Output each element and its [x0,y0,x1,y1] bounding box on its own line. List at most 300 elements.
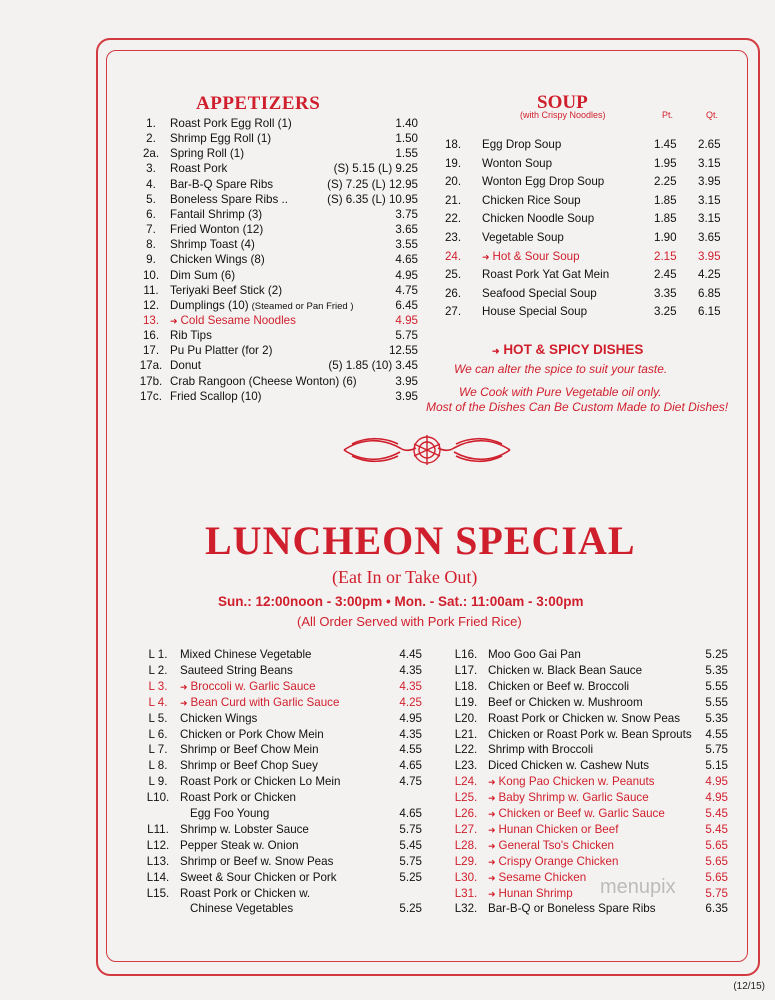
item-number: L21. [454,727,478,741]
item-price: (S) 7.25 (L) 12.95 [327,177,418,191]
menu-row [132,298,418,313]
item-number: 24. [444,249,462,263]
item-name-text: Broccoli w. Garlic Sauce [190,679,316,693]
item-price: 4.65 [395,253,418,267]
item-number: L11. [147,822,169,836]
item-name-text: Cold Sesame Noodles [180,313,296,327]
item-name [170,116,292,131]
item-name [482,137,561,152]
item-number: 22. [444,212,462,226]
menu-row [440,230,730,245]
item-number: 19. [444,156,462,170]
pepper-icon: ➜ [488,872,496,883]
item-name [488,822,618,838]
pepper-icon: ➜ [488,888,496,899]
item-name [488,901,656,916]
menu-row [136,695,422,710]
item-name-text: Donut [170,359,201,373]
menu-row [132,237,418,252]
item-number: L28. [454,838,478,852]
item-price: 3.65 [395,223,418,237]
item-number: L19. [454,695,478,709]
item-price: 4.55 [399,743,422,757]
item-name-text: Pepper Steak w. Onion [180,838,299,852]
item-name [180,679,316,695]
item-name [180,742,319,757]
item-pint-price: 1.85 [654,193,677,207]
item-name [170,146,244,161]
item-number: L15. [146,886,170,900]
item-number: L29. [454,854,478,868]
item-price: 4.75 [395,283,418,297]
item-name [170,313,296,329]
menu-row [444,742,728,757]
menu-row [132,343,418,358]
item-name-text: Shrimp or Beef Chow Mein [180,743,319,757]
menu-row [440,137,730,152]
item-name-text: Roast Pork or Chicken w. Snow Peas [488,711,681,725]
item-number: L 5. [148,711,168,725]
item-price: 4.95 [395,268,418,282]
item-number: L26. [454,807,478,820]
item-pint-price: 1.45 [654,138,677,151]
item-price: (S) 6.35 (L) 10.95 [327,192,418,206]
menu-row [136,806,422,821]
item-name-text: Chicken or Beef w. Garlic Sauce [498,807,665,820]
item-price: 5.55 [705,695,728,709]
menu-row [132,252,418,267]
item-price: 5.75 [705,886,728,900]
item-name-text: Vegetable Soup [482,231,564,244]
pepper-icon: ➜ [180,697,188,708]
item-number: L 3. [148,679,168,693]
item-pint-price: 2.15 [654,249,677,263]
hot-spicy-heading [490,342,643,357]
soup-subtitle: (with Crispy Noodles) [520,110,606,120]
item-name-text: Dim Sum (6) [170,268,236,282]
item-price: 4.35 [399,663,422,677]
menu-row [444,822,728,837]
item-number: 26. [444,286,462,300]
item-price: 4.45 [399,648,422,661]
menu-row [444,695,728,710]
soup-heading: SOUP [537,92,588,113]
note-line-3: Most of the Dishes Can Be Custom Made to Diet Dishes! [426,400,729,414]
menu-row [136,711,422,726]
menu-row [132,389,418,404]
item-name [488,806,665,822]
item-price: 3.95 [395,389,418,403]
item-name [482,249,580,265]
item-number: 1. [146,117,156,130]
menu-row [444,838,728,853]
menu-row [136,838,422,853]
item-pint-price: 1.95 [654,156,677,170]
item-name-text: Shrimp with Broccoli [488,743,594,757]
item-name-text: Beef or Chicken w. Mushroom [488,695,643,709]
item-price: 6.45 [395,298,418,312]
item-price: 5.65 [705,838,728,852]
item-name [190,806,269,821]
item-name [170,237,255,252]
item-price: 4.95 [399,711,422,725]
item-name [482,211,594,226]
item-price: 4.75 [399,775,422,789]
item-price: 3.55 [395,238,418,252]
item-pint-price: 1.85 [654,212,677,226]
item-name-text: Pu Pu Platter (for 2) [170,344,273,358]
item-number: 25. [444,268,462,282]
item-name-text: General Tso's Chicken [498,838,614,852]
menu-row [136,901,422,916]
item-name [488,886,573,902]
appetizers-heading: APPETIZERS [196,93,321,114]
item-number: L31. [454,886,478,900]
item-number: 16. [142,329,160,343]
item-price: 4.95 [705,775,728,789]
item-price: 5.65 [705,870,728,884]
item-number: 17. [142,344,160,358]
item-name [180,870,337,885]
item-number: 18. [444,138,462,151]
item-name-text: Fried Scallop (10) [170,389,262,403]
item-price: 4.95 [705,791,728,805]
item-name [180,822,309,837]
item-price: 5.65 [705,854,728,868]
item-name [170,131,271,146]
item-name-text: Shrimp w. Lobster Sauce [180,822,309,836]
item-price: 3.75 [395,207,418,221]
item-name-text: Rib Tips [170,329,212,343]
item-name-text: Chicken w. Black Bean Sauce [488,663,643,677]
item-number: 17c. [140,389,162,403]
menu-row [136,758,422,773]
item-price: (S) 5.15 (L) 9.25 [333,162,418,176]
item-quart-price: 3.95 [698,249,721,263]
item-price: 4.65 [399,807,422,820]
item-name [170,222,263,237]
menu-row [136,870,422,885]
item-name-text: Bar-B-Q Spare Ribs [170,177,274,191]
menu-row [136,822,422,837]
item-number: L17. [454,663,478,677]
item-name-text: Chicken or Pork Chow Mein [180,727,324,741]
item-name [482,230,564,245]
menu-row [132,222,418,237]
menu-row [132,374,418,389]
item-price: 1.50 [395,132,418,146]
item-name [180,758,318,773]
menu-row [132,146,418,161]
item-price: 5.25 [399,870,422,884]
item-price: 4.35 [399,679,422,693]
menu-row [440,267,730,282]
menu-row [132,268,418,283]
menu-row [444,870,728,885]
menu-row [136,790,422,805]
menu-row [440,304,730,319]
menu-row [440,249,730,264]
item-name [170,374,357,389]
item-name [170,389,262,404]
item-number: 20. [444,175,462,189]
item-name [482,304,587,319]
item-price: 5.25 [399,902,422,916]
item-name [482,193,581,208]
item-price: 1.40 [395,117,418,130]
item-price: 5.75 [399,854,422,868]
item-name-text: Seafood Special Soup [482,286,597,300]
item-number: 11. [143,283,159,297]
soup-quart-header: Qt. [706,110,719,120]
item-name-text: Wonton Soup [482,156,553,170]
item-name-text: Shrimp or Beef Chop Suey [180,759,318,773]
item-name [488,711,680,726]
item-number: 5. [146,192,156,206]
item-price: 5.15 [705,759,728,773]
item-name-text: Chicken Noodle Soup [482,212,595,226]
item-name-text: Kong Pao Chicken w. Peanuts [498,775,655,789]
item-price: 3.95 [395,374,418,388]
menu-row [444,711,728,726]
item-name [488,647,581,662]
item-name [488,679,629,694]
menu-row [440,156,730,171]
item-name [488,758,649,773]
item-number: L 2. [148,663,168,677]
item-number: 2a. [142,147,160,161]
pepper-icon: ➜ [488,824,496,835]
item-price: (5) 1.85 (10) 3.45 [328,359,418,373]
item-name-text: Dumplings (10) [170,298,249,312]
item-number: L10. [146,791,170,805]
item-name-text: Wonton Egg Drop Soup [482,175,605,189]
item-name [170,343,272,358]
item-price: 5.45 [705,822,728,836]
item-number: 2. [146,132,156,146]
pepper-icon: ➜ [488,793,496,804]
item-name [488,774,655,790]
item-price: 5.45 [705,807,728,820]
menu-row [440,211,730,226]
item-number: 17b. [139,374,163,388]
item-name-text: Bar-B-Q or Boneless Spare Ribs [488,902,656,916]
menu-code: (12/15) [733,981,765,992]
item-name [170,177,273,192]
pepper-icon: ➜ [170,315,178,326]
menu-row [444,854,728,869]
pepper-icon: ➜ [488,777,496,788]
pepper-icon: ➜ [488,840,496,851]
pepper-icon: ➜ [488,856,496,867]
item-price: 5.75 [399,822,422,836]
item-pint-price: 2.25 [654,175,677,189]
item-name-text: Egg Drop Soup [482,138,562,151]
item-name [180,727,324,742]
item-name [180,711,257,726]
item-price: 4.65 [399,759,422,773]
item-name-text: Shrimp Toast (4) [170,238,255,252]
item-number: L 9. [148,775,168,789]
item-number: 23. [444,231,462,244]
item-name-text: Chicken Wings (8) [170,253,265,267]
menu-row [132,328,418,343]
item-number: L14. [146,870,170,884]
menu-row [136,647,422,662]
item-name-text: Shrimp or Beef w. Snow Peas [180,854,334,868]
item-name [488,854,618,870]
item-quart-price: 3.65 [698,231,721,244]
menu-row [132,283,418,298]
item-name-text: Diced Chicken w. Cashew Nuts [488,759,650,773]
item-name-text: Roast Pork or Chicken Lo Mein [180,775,341,789]
menu-row [136,679,422,694]
menu-row [136,854,422,869]
menu-row [132,161,418,176]
pepper-icon: ➜ [488,809,496,819]
item-name [488,742,593,757]
item-number: 9. [146,253,156,267]
item-number: 27. [444,305,462,319]
item-quart-price: 3.15 [698,156,721,170]
item-price: 5.45 [399,838,422,852]
menu-row [444,901,728,916]
menu-row [440,174,730,189]
soup-pint-header: Pt. [662,110,674,120]
item-name-text: Mixed Chinese Vegetable [180,648,312,661]
item-price: 5.35 [705,663,728,677]
item-quart-price: 3.95 [698,175,721,189]
item-price: 5.75 [395,329,418,343]
item-price: 6.35 [705,902,728,916]
item-name [180,838,299,853]
item-name-text: Sauteed String Beans [180,663,293,677]
item-name [180,854,333,869]
pepper-icon: ➜ [492,346,500,356]
menu-row [136,742,422,757]
note-line-1: We can alter the spice to suit your taste. [454,362,668,376]
item-quart-price: 6.85 [698,286,721,300]
item-price: 1.55 [395,147,418,161]
item-name-text: Hunan Chicken or Beef [498,822,619,836]
item-quart-price: 3.15 [698,212,721,226]
menu-row [136,663,422,678]
item-name-text: Chicken or Beef w. Broccoli [488,679,630,693]
item-pint-price: 1.90 [654,231,677,244]
item-note: (Steamed or Pan Fried ) [251,300,354,312]
item-pint-price: 3.35 [654,286,677,300]
item-name-text: Chinese Vegetables [190,902,294,916]
item-name [488,727,692,742]
item-name [170,328,212,343]
item-number: 8. [146,238,156,252]
item-name-text: Fried Wonton (12) [170,223,264,237]
menu-row [136,774,422,789]
item-price: 4.95 [395,313,418,327]
menu-row [132,358,418,373]
item-name-text: Crab Rangoon (Cheese Wonton) (6) [170,374,357,388]
item-name-text: Crispy Orange Chicken [498,854,619,868]
item-number: L16. [454,648,478,661]
item-name-text: Hot & Sour Soup [492,249,580,263]
pepper-icon: ➜ [482,251,490,262]
item-number: 7. [146,223,156,237]
item-number: L 1. [148,648,168,661]
item-number: 21. [444,193,462,207]
item-name-text: Roast Pork Yat Gat Mein [482,268,610,282]
item-name-text: Sesame Chicken [498,870,587,884]
menu-row [132,192,418,207]
item-name [170,298,354,314]
menu-row [444,647,728,662]
menu-row [132,131,418,146]
luncheon-title: LUNCHEON SPECIAL [205,518,636,563]
item-number: L30. [454,870,478,884]
item-number: L22. [454,743,478,757]
item-name-text: Shrimp Egg Roll (1) [170,132,272,146]
item-name [180,790,296,805]
item-name [170,192,288,207]
item-price: 4.55 [705,727,728,741]
menu-row [444,663,728,678]
item-number: L18. [454,679,478,693]
item-name-text: Chicken or Roast Pork w. Bean Sprouts [488,727,692,741]
item-name-text: Hunan Shrimp [498,886,573,900]
menu-row [440,193,730,208]
item-name [482,156,552,171]
item-quart-price: 6.15 [698,305,721,319]
hot-spicy-label: HOT & SPICY DISHES [503,342,644,357]
item-price: 5.75 [705,743,728,757]
item-name [488,870,586,886]
item-name [170,268,235,283]
pepper-icon: ➜ [180,681,188,692]
menu-row [444,727,728,742]
item-name [482,286,597,301]
luncheon-hours: Sun.: 12:00noon - 3:00pm • Mon. - Sat.: 11:00am - 3:00pm [218,594,584,609]
item-number: L 4. [148,695,168,709]
item-name [488,838,614,854]
item-price: 5.55 [705,679,728,693]
item-name [180,695,339,711]
item-quart-price: 3.15 [698,193,721,207]
item-name-text: Roast Pork [170,162,228,176]
menu-row [444,790,728,805]
item-name [170,283,282,298]
item-price: 4.25 [399,695,422,709]
item-name [180,886,310,901]
item-name-text: Bean Curd with Garlic Sauce [190,695,340,709]
menu-row [132,116,418,131]
item-name-text: Roast Pork or Chicken [180,791,296,805]
item-number: L 7. [148,743,168,757]
item-name-text: Roast Pork Egg Roll (1) [170,117,292,130]
item-pint-price: 3.25 [654,305,677,319]
watermark: menupix [600,876,676,898]
item-number: 3. [146,162,156,176]
menu-row [444,774,728,789]
item-name-text: Chicken Rice Soup [482,193,581,207]
item-name [482,267,609,282]
item-number: 13. [142,313,160,327]
item-number: L13. [146,854,170,868]
item-name-text: Sweet & Sour Chicken or Pork [180,870,337,884]
item-pint-price: 2.45 [654,268,677,282]
menu-row [444,806,728,821]
item-number: L 8. [148,759,168,773]
item-number: L32. [454,902,478,916]
item-name [482,174,604,189]
